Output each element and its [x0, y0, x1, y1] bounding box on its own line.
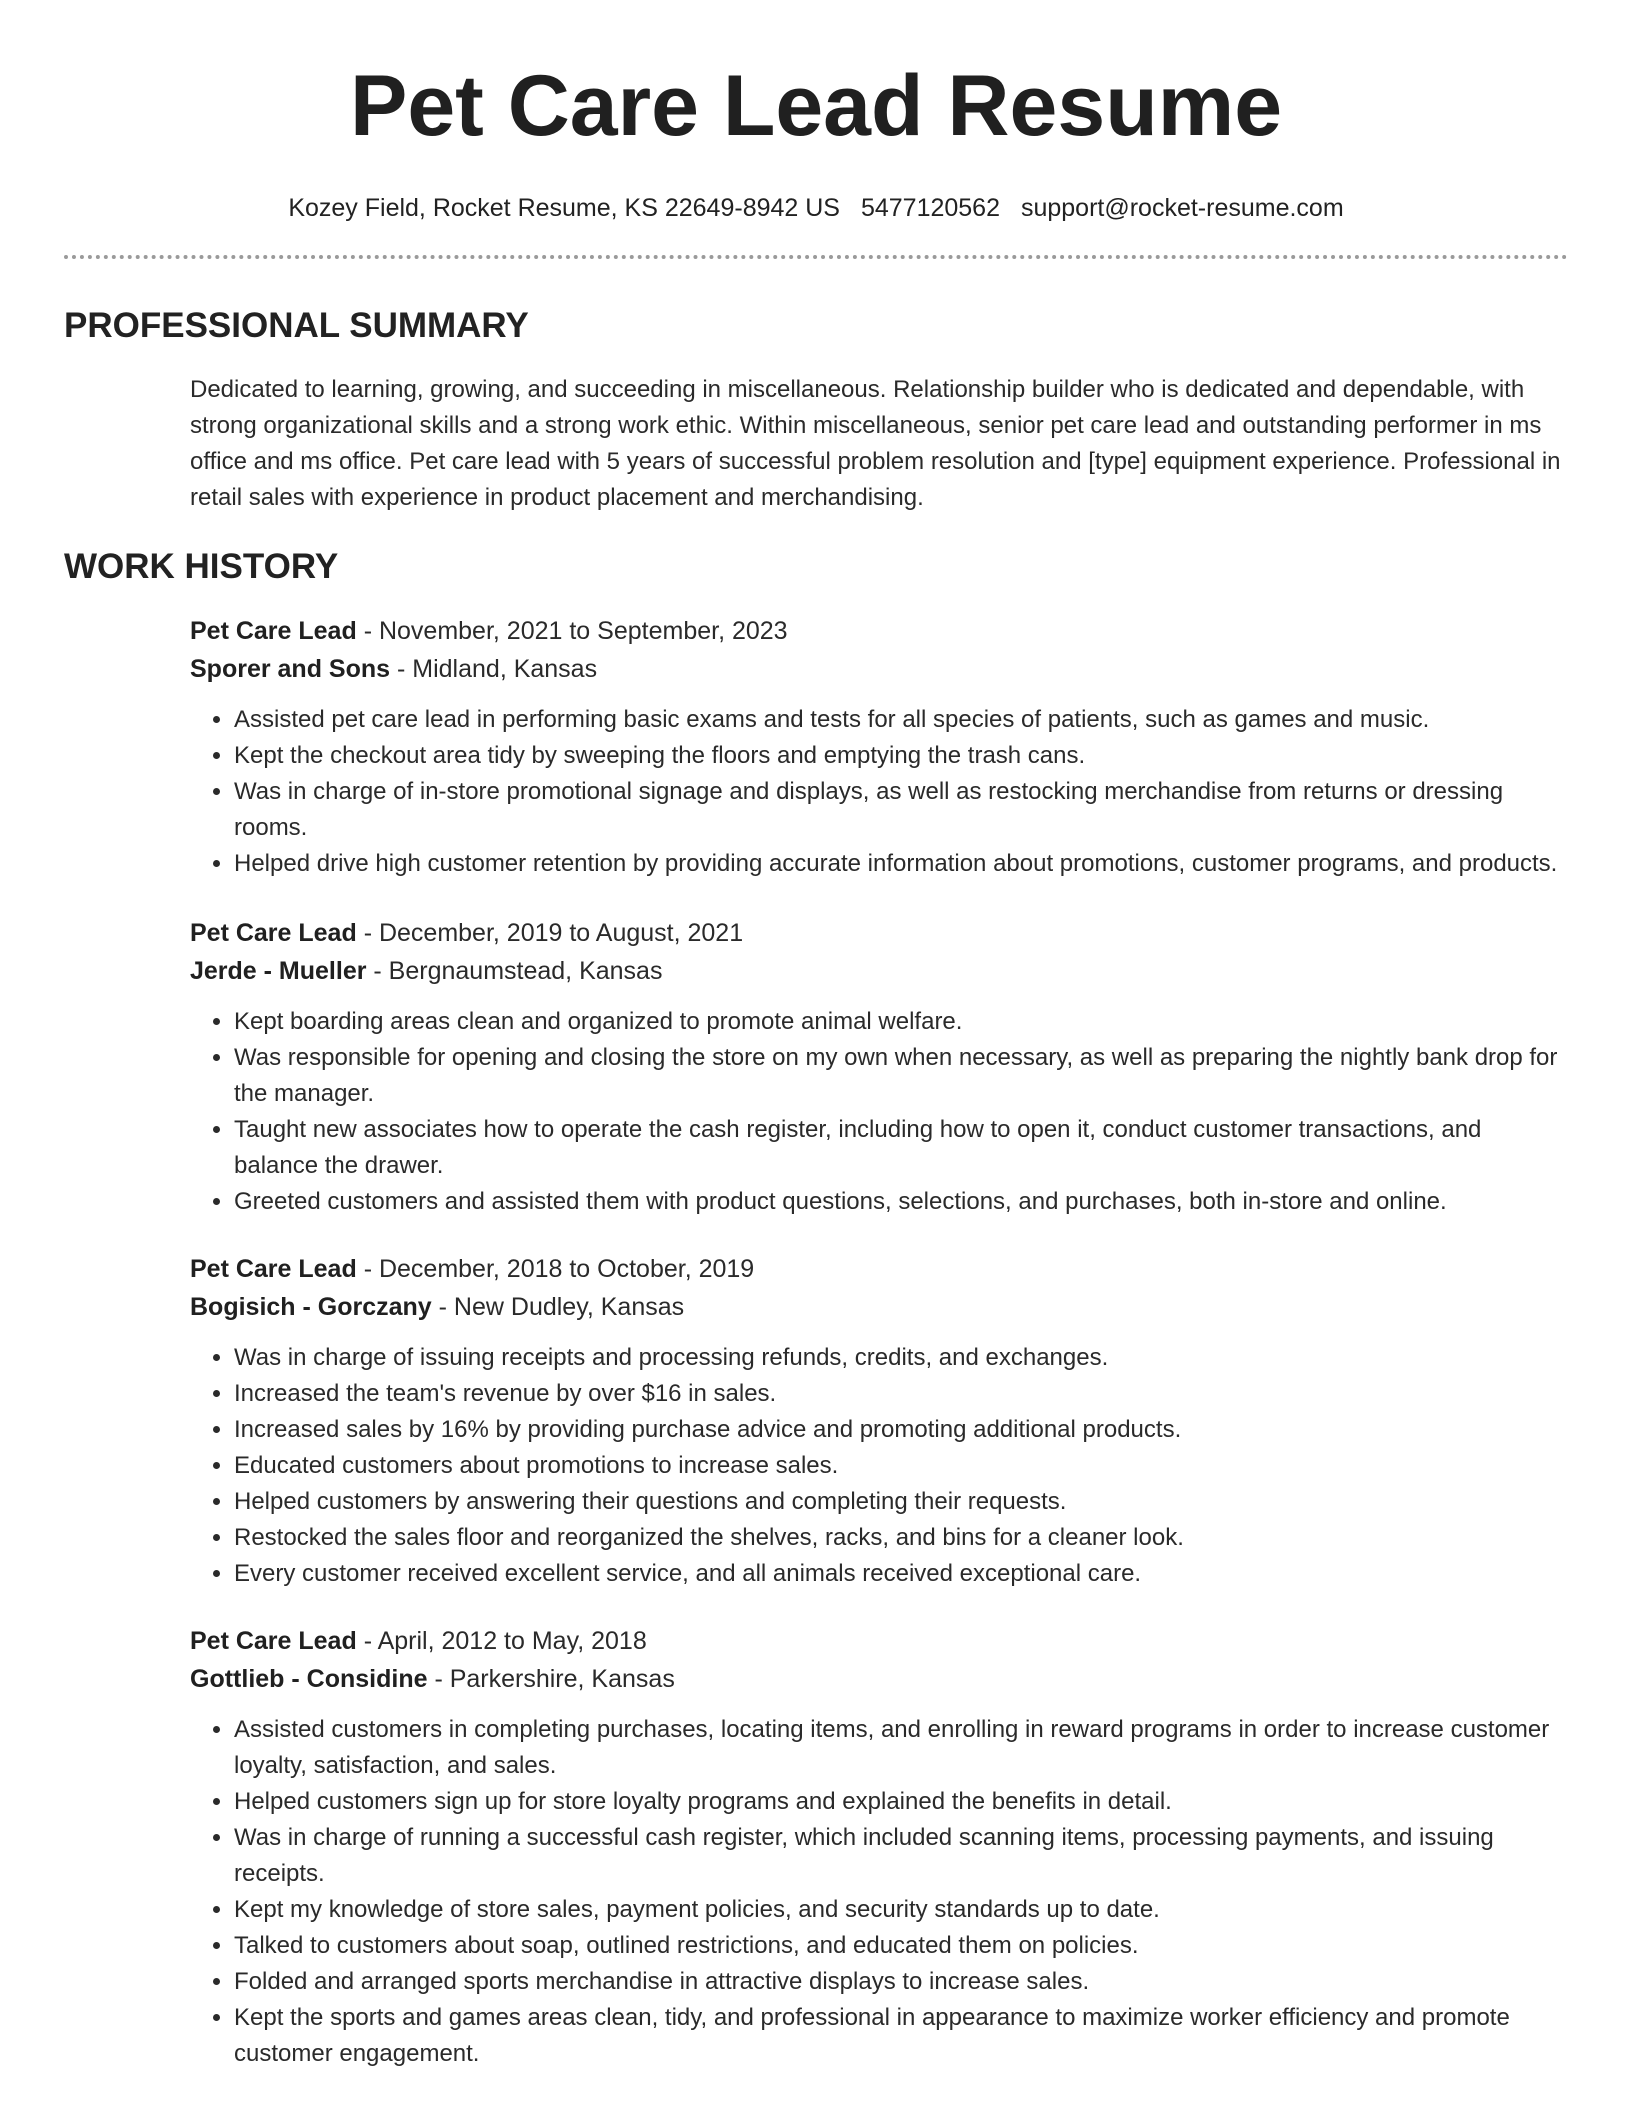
job-bullets: [190, 1004, 1568, 1220]
job-bullet: • Greeted customers and assisted them with product questions, selections, and purchases, both in-store and online.: [234, 1184, 1568, 1220]
job-bullet: • Was responsible for opening and closing the store on my own when necessary, as well as preparing the nightly bank drop for the manager.: [234, 1040, 1568, 1112]
job-bullet: • Was in charge of in-store promotional signage and displays, as well as restocking merchandise from returns or dressing rooms.: [234, 774, 1568, 846]
contact-address: Kozey Field, Rocket Resume, KS 22649-8942 US: [288, 194, 840, 222]
job-title-line: [190, 914, 1568, 952]
job-bullets: [190, 1340, 1568, 1592]
contact-line: [64, 192, 1568, 224]
job-bullet: • Increased the team's revenue by over $16 in sales.: [234, 1376, 1568, 1412]
job-bullets: [190, 702, 1568, 882]
job-bullet: • Kept the checkout area tidy by sweeping the floors and emptying the trash cans.: [234, 738, 1568, 774]
job-company: Jerde - Mueller: [190, 957, 367, 985]
header-divider: [64, 255, 1568, 259]
job-title-line: [190, 1250, 1568, 1288]
job-location: - Bergnaumstead, Kansas: [366, 957, 663, 985]
job-dates: - April, 2012 to May, 2018: [356, 1627, 647, 1655]
job-bullet: • Every customer received excellent service, and all animals received exceptional care.: [234, 1556, 1568, 1592]
job-title-line: [190, 1622, 1568, 1660]
job-company: Sporer and Sons: [190, 655, 391, 683]
job-bullet: • Helped customers by answering their questions and completing their requests.: [234, 1484, 1568, 1520]
job-entry: [190, 1622, 1568, 2072]
job-title-line: [190, 612, 1568, 650]
job-company: Bogisich - Gorczany: [190, 1293, 432, 1321]
job-company-line: [190, 952, 1568, 990]
job-title: Pet Care Lead: [190, 1255, 357, 1283]
summary-text: Dedicated to learning, growing, and succeeding in miscellaneous. Relationship builder who is dedicated and dependable, with strong organizational skills and a strong work ethic. Within miscellaneous, senior pet care lead and outstanding performer in ms office and ms office. Pet care lead with 5 years of successful problem resolution and [type] equipment experience. Professional in retail sales with experience in product placement and merchandising.: [190, 376, 1561, 511]
job-title: Pet Care Lead: [190, 617, 357, 645]
job-bullet: • Educated customers about promotions to increase sales.: [234, 1448, 1568, 1484]
job-bullet: • Kept boarding areas clean and organized to promote animal welfare.: [234, 1004, 1568, 1040]
job-company-line: [190, 1288, 1568, 1326]
resume-page: [64, 0, 1568, 2072]
job-bullet: • Kept my knowledge of store sales, payment policies, and security standards up to date.: [234, 1892, 1568, 1928]
job-dates: - December, 2018 to October, 2019: [356, 1255, 755, 1283]
job-company-line: [190, 1660, 1568, 1698]
job-bullet: • Was in charge of issuing receipts and processing refunds, credits, and exchanges.: [234, 1340, 1568, 1376]
summary-heading: PROFESSIONAL SUMMARY: [64, 306, 529, 345]
job-company-line: [190, 650, 1568, 688]
work-history-heading: WORK HISTORY: [64, 547, 339, 586]
job-entry: [190, 1250, 1568, 1592]
job-entry: [190, 612, 1568, 882]
job-bullet: • Folded and arranged sports merchandise in attractive displays to increase sales.: [234, 1964, 1568, 2000]
job-bullet: • Kept the sports and games areas clean, tidy, and professional in appearance to maximize worker efficiency and promote customer engagement.: [234, 2000, 1568, 2072]
page-title: Pet Care Lead Resume: [349, 58, 1283, 154]
job-company: Gottlieb - Considine: [190, 1665, 428, 1693]
job-bullet: • Was in charge of running a successful cash register, which included scanning items, processing payments, and issuing receipts.: [234, 1820, 1568, 1892]
job-bullet: • Taught new associates how to operate the cash register, including how to open it, conduct customer transactions, and balance the drawer.: [234, 1112, 1568, 1184]
job-bullet: • Restocked the sales floor and reorganized the shelves, racks, and bins for a cleaner look.: [234, 1520, 1568, 1556]
job-bullet: • Talked to customers about soap, outlined restrictions, and educated them on policies.: [234, 1928, 1568, 1964]
contact-phone: 5477120562: [860, 194, 1000, 222]
job-title: Pet Care Lead: [190, 919, 357, 947]
job-bullet: • Assisted customers in completing purchases, locating items, and enrolling in reward programs in order to increase customer loyalty, satisfaction, and sales.: [234, 1712, 1568, 1784]
job-location: - New Dudley, Kansas: [431, 1293, 685, 1321]
job-location: - Midland, Kansas: [390, 655, 598, 683]
job-bullet: • Helped customers sign up for store loyalty programs and explained the benefits in detail.: [234, 1784, 1568, 1820]
job-dates: - December, 2019 to August, 2021: [356, 919, 744, 947]
job-bullets: [190, 1712, 1568, 2072]
job-entry: [190, 914, 1568, 1220]
contact-email: support@rocket-resume.com: [1020, 194, 1344, 222]
job-bullet: • Increased sales by 16% by providing purchase advice and promoting additional products.: [234, 1412, 1568, 1448]
job-bullet: • Helped drive high customer retention by providing accurate information about promotions, customer programs, and products.: [234, 846, 1568, 882]
job-title: Pet Care Lead: [190, 1627, 357, 1655]
job-bullet: • Assisted pet care lead in performing basic exams and tests for all species of patients, such as games and music.: [234, 702, 1568, 738]
job-location: - Parkershire, Kansas: [427, 1665, 675, 1693]
job-dates: - November, 2021 to September, 2023: [356, 617, 788, 645]
